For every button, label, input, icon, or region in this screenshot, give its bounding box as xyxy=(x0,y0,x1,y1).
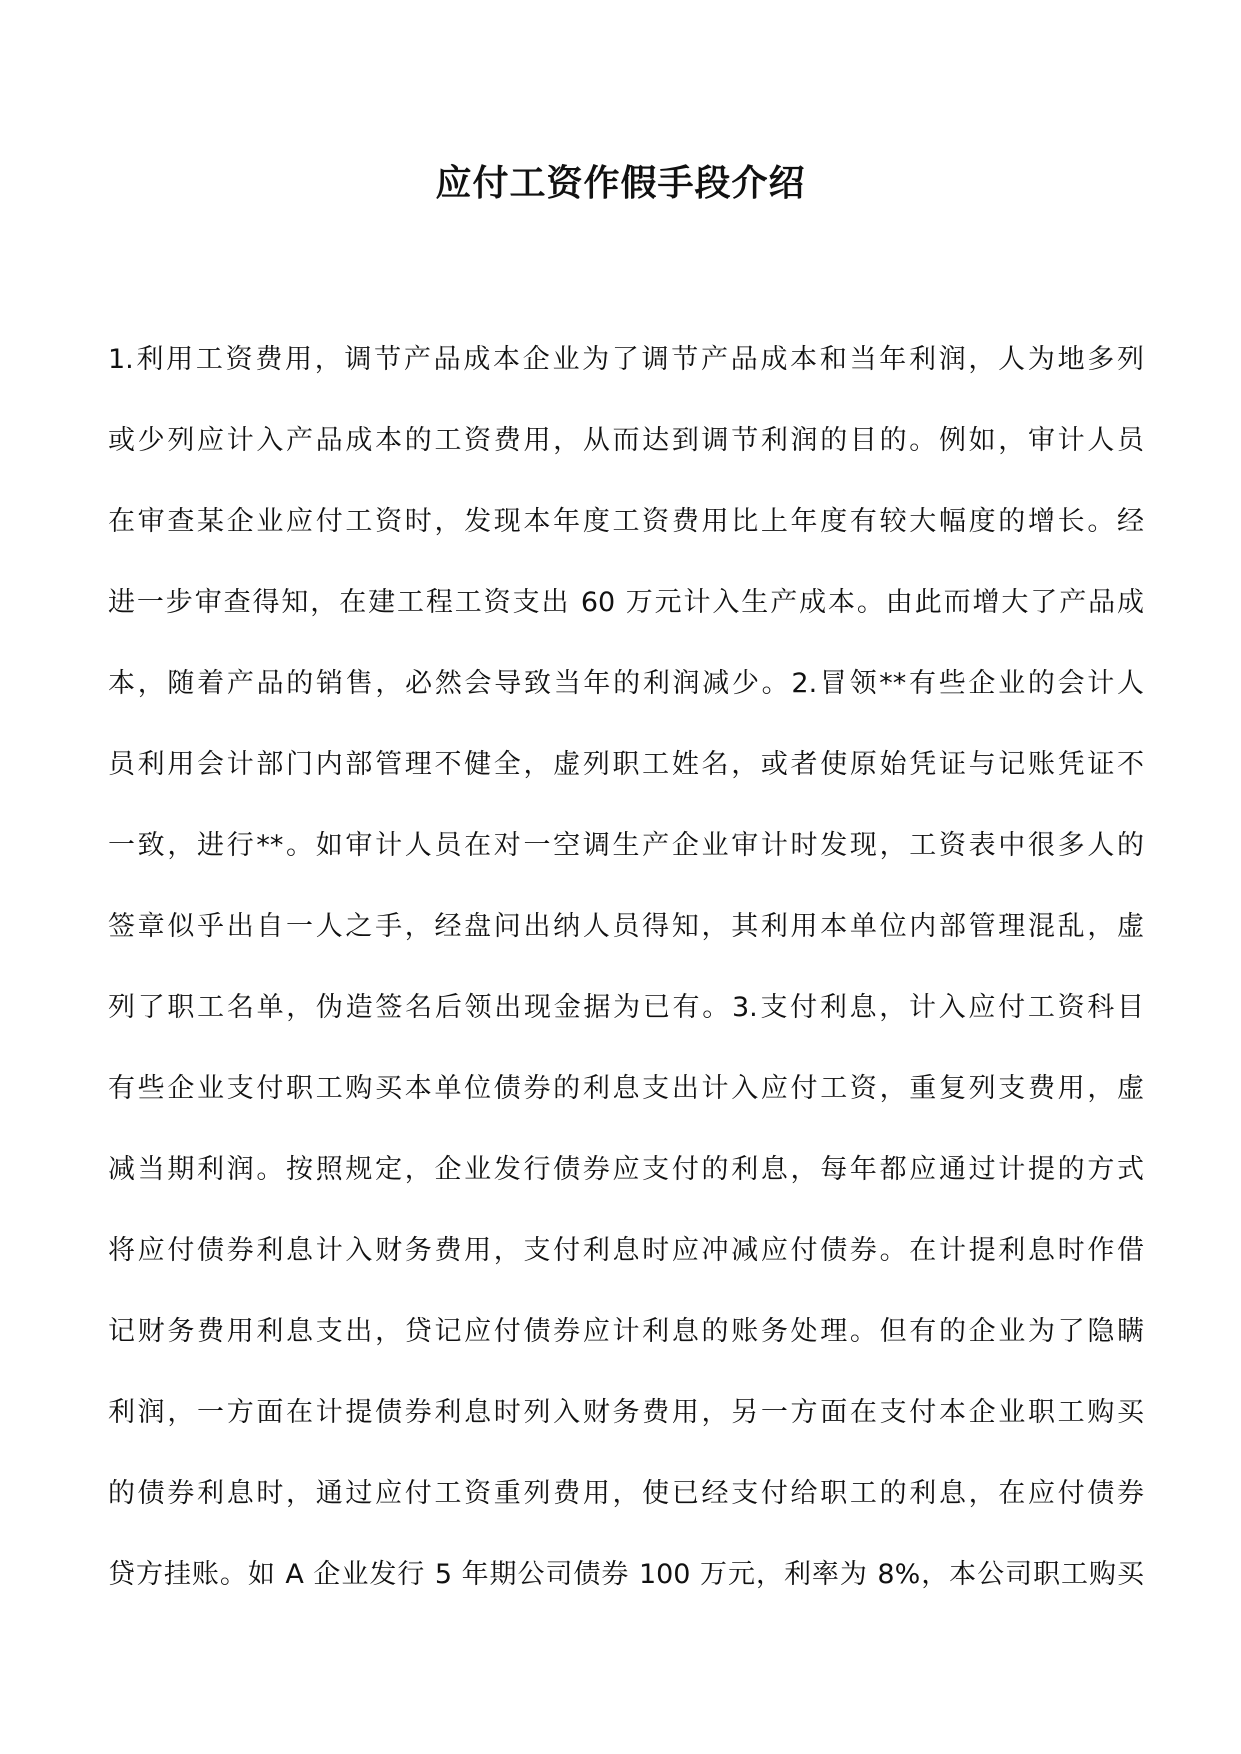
body-line: 本，随着产品的销售，必然会导致当年的利润减少。2.冒领**有些企业的会计人 xyxy=(108,668,1144,699)
document-title: 应付工资作假手段介绍 xyxy=(435,163,806,204)
body-line: 签章似乎出自一人之手，经盘问出纳人员得知，其利用本单位内部管理混乱，虚 xyxy=(108,911,1144,942)
document-body xyxy=(108,340,1144,1636)
body-line: 将应付债券利息计入财务费用，支付利息时应冲减应付债券。在计提利息时作借 xyxy=(108,1235,1144,1266)
body-line: 记财务费用利息支出，贷记应付债券应计利息的账务处理。但有的企业为了隐瞒 xyxy=(108,1316,1144,1347)
body-line: 列了职工名单，伪造签名后领出现金据为已有。3.支付利息，计入应付工资科目 xyxy=(108,992,1144,1023)
body-line: 利润，一方面在计提债券利息时列入财务费用，另一方面在支付本企业职工购买 xyxy=(108,1397,1144,1428)
body-line: 的债券利息时，通过应付工资重列费用，使已经支付给职工的利息，在应付债券 xyxy=(108,1478,1144,1509)
body-line: 或少列应计入产品成本的工资费用，从而达到调节利润的目的。例如，审计人员 xyxy=(108,425,1144,456)
body-line: 减当期利润。按照规定，企业发行债券应支付的利息，每年都应通过计提的方式 xyxy=(108,1154,1144,1185)
body-line: 1.利用工资费用，调节产品成本企业为了调节产品成本和当年利润，人为地多列 xyxy=(108,344,1144,375)
body-line: 一致，进行**。如审计人员在对一空调生产企业审计时发现，工资表中很多人的 xyxy=(108,830,1144,861)
body-line: 有些企业支付职工购买本单位债券的利息支出计入应付工资，重复列支费用，虚 xyxy=(108,1073,1144,1104)
body-line: 员利用会计部门内部管理不健全，虚列职工姓名，或者使原始凭证与记账凭证不 xyxy=(108,749,1144,780)
body-line: 进一步审查得知，在建工程工资支出 60 万元计入生产成本。由此而增大了产品成 xyxy=(108,587,1144,618)
body-line: 在审查某企业应付工资时，发现本年度工资费用比上年度有较大幅度的增长。经 xyxy=(108,506,1144,537)
body-line: 贷方挂账。如 A 企业发行 5 年期公司债券 100 万元，利率为 8%，本公司职工购买 xyxy=(108,1559,1144,1590)
